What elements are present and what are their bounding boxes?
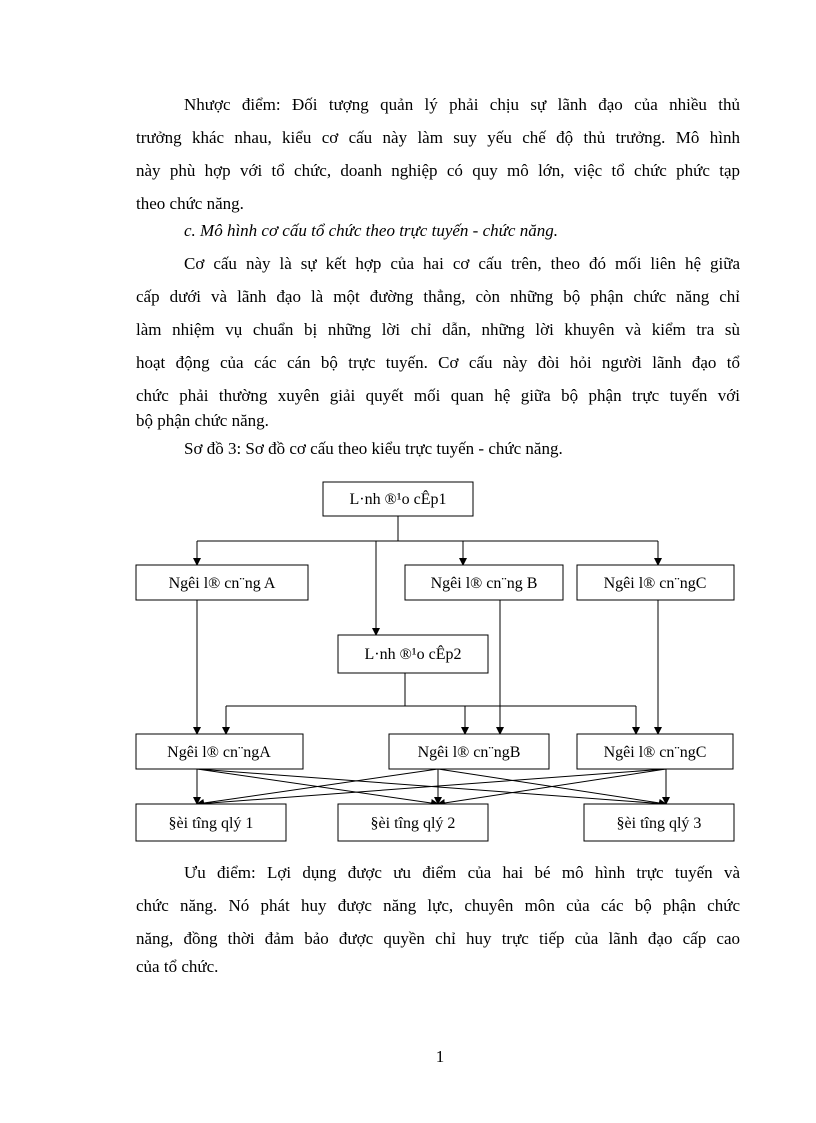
label-top-leader: L·nh ®¹o cÊp1 <box>349 491 447 508</box>
para2-line3: làm nhiệm vụ chuẩn bị những lời chỉ dẫn, những lời khuyên và kiểm tra sù <box>136 320 740 339</box>
para1-line2: trưởng khác nhau, kiểu cơ cấu này làm suy yếu chế độ thủ trưởng. Mô hình <box>136 128 740 147</box>
para3-line4: của tổ chức. <box>136 957 219 976</box>
para2-line2: cấp dưới và lãnh đạo là một đường thẳng, còn những bộ phận chức năng chỉ <box>136 287 740 306</box>
section-heading-c: c. Mô hình cơ cấu tổ chức theo trực tuyến - chức năng. <box>184 221 558 240</box>
label-func-c1: Ngêi l® cn¨ngC <box>603 575 707 592</box>
para1-line3: này phù hợp với tổ chức, doanh nghiệp có quy mô lớn, việc tổ chức phức tạp <box>136 161 740 180</box>
para3-line2: chức năng. Nó phát huy được năng lực, chuyên môn của các bộ phận chức <box>136 896 740 915</box>
para2-line6: bộ phận chức năng. <box>136 411 269 430</box>
para1-line1: Nhược điểm: Đối tượng quản lý phải chịu sự lãnh đạo của nhiều thủ <box>184 95 740 114</box>
label-func-c2: Ngêi l® cn¨ngC <box>603 744 707 761</box>
para3-line3: năng, đồng thời đảm bảo được quyền chỉ huy trực tiếp của lãnh đạo cấp cao <box>136 929 740 948</box>
label-func-b2: Ngêi l® cn¨ngB <box>417 744 521 761</box>
label-unit3: §èi tîng qlý 3 <box>616 815 702 832</box>
label-mid-leader: L·nh ®¹o cÊp2 <box>364 646 462 663</box>
para1-line4: theo chức năng. <box>136 194 244 213</box>
label-unit1: §èi tîng qlý 1 <box>168 815 254 832</box>
label-unit2: §èi tîng qlý 2 <box>370 815 456 832</box>
page-number: 1 <box>435 1047 445 1066</box>
para3-line1: Ưu điểm: Lợi dụng được ưu điểm của hai bé mô hình trực tuyến và <box>184 863 740 882</box>
label-func-a1: Ngêi l® cn¨ng A <box>168 575 276 592</box>
label-func-b1: Ngêi l® cn¨ng B <box>430 575 538 592</box>
para2-line5: chức phải thường xuyên giải quyết mối quan hệ giữa bộ phận trực tuyến với <box>136 386 740 405</box>
diagram-caption: Sơ đồ 3: Sơ đồ cơ cấu theo kiểu trực tuyến - chức năng. <box>184 439 563 458</box>
label-func-a2: Ngêi l® cn¨ngA <box>167 744 271 761</box>
para2-line1: Cơ cấu này là sự kết hợp của hai cơ cấu trên, theo đó mối liên hệ giữa <box>184 254 740 273</box>
para2-line4: hoạt động của các cán bộ trực tuyến. Cơ cấu này đòi hỏi người lãnh đạo tổ <box>136 353 740 372</box>
